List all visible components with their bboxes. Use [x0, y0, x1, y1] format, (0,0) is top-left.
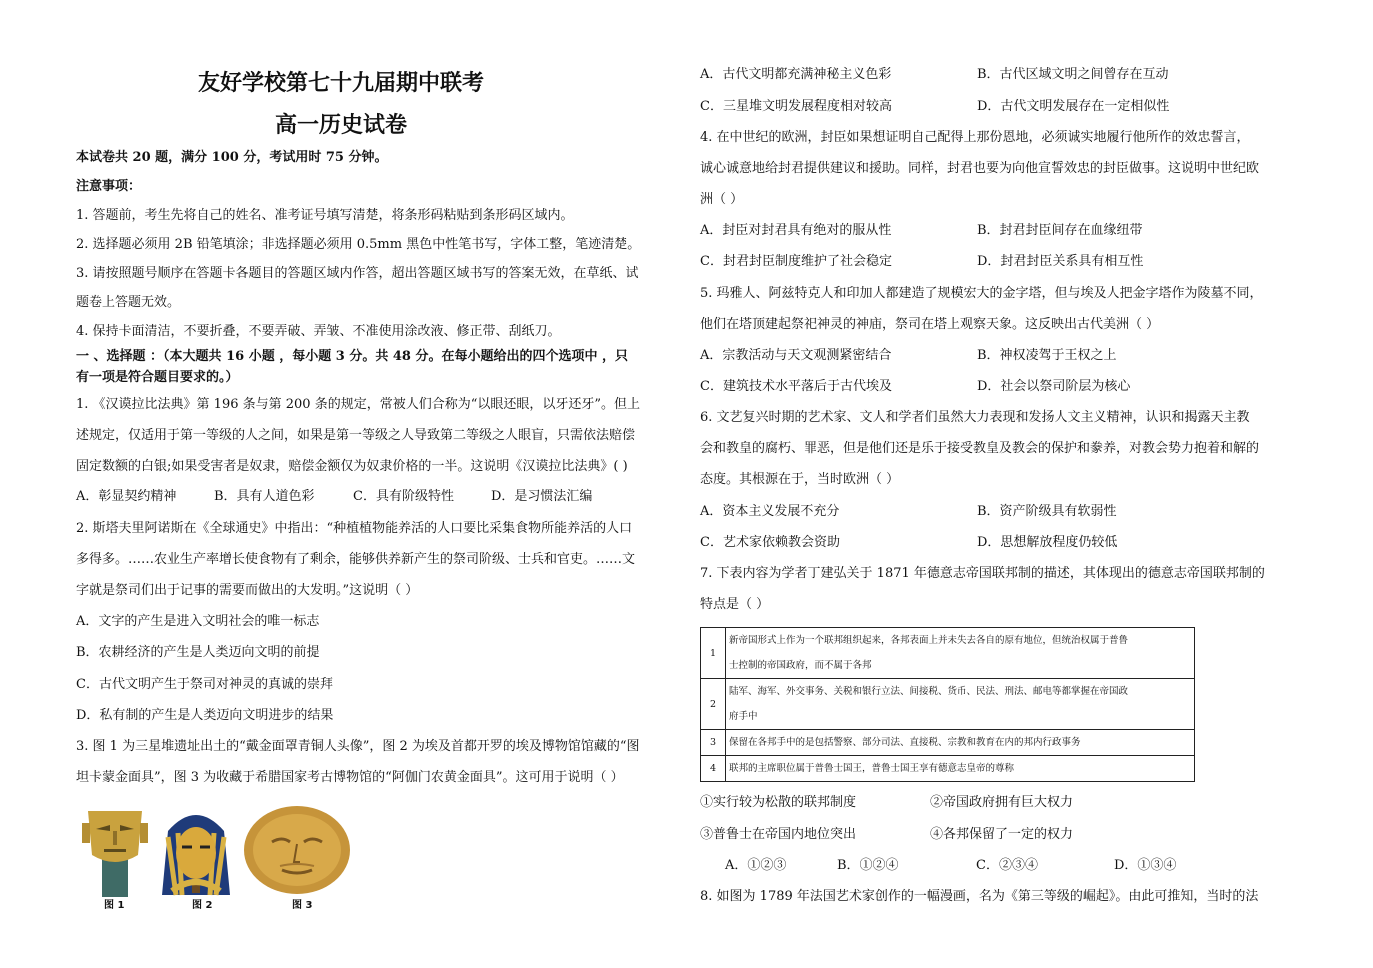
question-8-text: 8. 如图为 1789 年法国艺术家创作的一幅漫画，名为《第三等级的崛起》。由此可推知，当时的法: [700, 889, 1259, 904]
federalism-table: [700, 627, 1195, 782]
table-cell-line: 新帝国形式上作为一个联邦组织起来，各邦表面上并未失去各自的原有地位，但统治权属于普鲁: [729, 635, 1129, 646]
table-row: [701, 730, 1195, 756]
question-4-text: 4. 在中世纪的欧洲，封臣如果想证明自己配得上那份恩地，必须诚实地履行他所作的效忠誓言，: [700, 130, 1250, 145]
q6-option-c: C．艺术家依赖教会资助: [700, 535, 840, 550]
section-heading: 一 、选择题 ：（本大题共 16 小题 ，每小题 3 分。共 48 分。在每小题给出的四个选项中 ，只: [76, 349, 628, 364]
question-1-text: 固定数额的白银;如果受害者是奴隶，赔偿金额仅为奴隶价格的一半。这说明《汉谟拉比法典》( ): [76, 459, 628, 474]
table-cell: [726, 730, 1195, 756]
q7-option-c: C．②③④: [976, 858, 1038, 873]
q3-option-a: A．古代文明都充满神秘主义色彩: [700, 67, 892, 82]
question-2-text: 多得多。……农业生产率增长使食物有了剩余，能够供养新产生的祭司阶级、士兵和官吏。……文: [76, 552, 636, 567]
q5-option-a: A．宗教活动与天文观测紧密结合: [700, 348, 892, 363]
question-2-text: 字就是祭司们出于记事的需要而做出的大发明。”这说明（ ）: [76, 583, 419, 598]
q6-option-d: D．思想解放程度仍较低: [977, 535, 1118, 550]
table-row-number: 4: [701, 756, 726, 782]
tutankhamun-mask-figure: [152, 803, 240, 899]
question-5-text: 他们在塔顶建起祭祀神灵的神庙，祭司在塔上观察天象。这反映出古代美洲（ ）: [700, 317, 1160, 332]
table-cell-line: 府手中: [729, 711, 758, 722]
agamemnon-mask-figure: [242, 804, 352, 896]
q7-statement-3: ③普鲁士在帝国内地位突出: [700, 827, 857, 842]
q7-statement-4: ④各邦保留了一定的权力: [930, 827, 1074, 842]
table-cell-line: 联邦的主席职位属于普鲁士国王，普鲁士国王享有德意志皇帝的尊称: [729, 763, 1015, 774]
question-6-text: 态度。其根源在于，当时欧洲（ ）: [700, 472, 900, 487]
q2-option-a: A．文字的产生是进入文明社会的唯一标志: [76, 614, 320, 629]
q4-option-d: D．封君封臣关系具有相互性: [977, 254, 1144, 269]
table-cell-line: 陆军、海军、外交事务、关税和银行立法、间接税、货币、民法、刑法、邮电等都掌握在帝国政: [729, 686, 1129, 697]
q5-option-b: B．神权凌驾于王权之上: [977, 348, 1117, 363]
table-cell-line: 士控制的帝国政府，而不属于各邦: [729, 660, 872, 671]
question-6-text: 6. 文艺复兴时期的艺术家、文人和学者们虽然大力表现和发扬人文主义精神，认识和揭露天主教: [700, 410, 1250, 425]
q2-option-c: C．古代文明产生于祭司对神灵的真诚的崇拜: [76, 677, 333, 692]
note-item: 2. 选择题必须用 2B 铅笔填涂；非选择题必须用 0.5mm 黑色中性笔书写，字体工整，笔迹清楚。: [76, 237, 641, 252]
q3-option-c: C．三星堆文明发展程度相对较高: [700, 99, 892, 114]
table-row-number: 2: [701, 679, 726, 730]
notes-heading: 注意事项：: [76, 179, 142, 194]
question-6-text: 会和教皇的腐朽、罪恶，但是他们还是乐于接受教皇及教会的保护和豢养，对教会势力抱着和解的: [700, 441, 1260, 456]
bronze-head-figure: [80, 803, 150, 899]
question-1-text: 1. 《汉谟拉比法典》第 196 条与第 200 条的规定，常被人们合称为“以眼还眼，以牙还牙”。但上: [76, 397, 640, 412]
question-7-text: 特点是（ ）: [700, 597, 770, 612]
q3-option-d: D．古代文明发展存在一定相似性: [977, 99, 1170, 114]
q1-option-a: A．彰显契约精神: [76, 489, 177, 504]
note-item: 4. 保持卡面清洁，不要折叠，不要弄破、弄皱、不准使用涂改液、修正带、刮纸刀。: [76, 324, 561, 339]
q7-statement-2: ②帝国政府拥有巨大权力: [930, 795, 1074, 810]
figure-2-caption: 图 2: [192, 900, 213, 911]
table-row: [701, 628, 1195, 679]
q5-option-d: D．社会以祭司阶层为核心: [977, 379, 1131, 394]
question-4-text: 诚心诚意地给封君提供建议和援助。同样，封君也要为向他宣誓效忠的封臣做事。这说明中世纪欧: [700, 161, 1260, 176]
table-row-number: 1: [701, 628, 726, 679]
figure-3-caption: 图 3: [292, 900, 313, 911]
table-cell: [726, 756, 1195, 782]
exam-summary: 本试卷共 20 题，满分 100 分，考试用时 75 分钟。: [76, 150, 388, 165]
note-item: 1. 答题前，考生先将自己的姓名、准考证号填写清楚，将条形码粘贴到条形码区域内。: [76, 208, 574, 223]
q1-option-c: C．具有阶级特性: [353, 489, 454, 504]
question-2-text: 2. 斯塔夫里阿诺斯在《全球通史》中指出：“种植植物能养活的人口要比采集食物所能养活的人口: [76, 521, 633, 536]
question-5-text: 5. 玛雅人、阿兹特克人和印加人都建造了规模宏大的金字塔，但与埃及人把金字塔作为陵墓不同，: [700, 286, 1263, 301]
table-cell: [726, 628, 1195, 679]
q1-option-d: D．是习惯法汇编: [491, 489, 593, 504]
q5-option-c: C．建筑技术水平落后于古代埃及: [700, 379, 892, 394]
question-3-text: 3. 图 1 为三星堆遗址出土的“戴金面罩青铜人头像”，图 2 为埃及首都开罗的埃及博物馆馆藏的“图: [76, 739, 640, 754]
q4-option-b: B．封君封臣间存在血缘纽带: [977, 223, 1143, 238]
q2-option-b: B．农耕经济的产生是人类迈向文明的前提: [76, 645, 320, 660]
q6-option-a: A．资本主义发展不充分: [700, 504, 840, 519]
q6-option-b: B．资产阶级具有软弱性: [977, 504, 1117, 519]
q4-option-c: C．封君封臣制度维护了社会稳定: [700, 254, 892, 269]
question-1-text: 述规定，仅适用于第一等级的人之间，如果是第一等级之人导致第二等级之人眼盲，只需依法赔偿: [76, 428, 636, 443]
table-row: [701, 756, 1195, 782]
table-cell: [726, 679, 1195, 730]
q1-option-b: B．具有人道色彩: [214, 489, 315, 504]
figure-1-caption: 图 1: [104, 900, 125, 911]
q2-option-d: D．私有制的产生是人类迈向文明进步的结果: [76, 708, 334, 723]
q7-option-a: A．①②③: [725, 858, 787, 873]
note-item: 题卷上答题无效。: [76, 295, 181, 310]
question-3-text: 坦卡蒙金面具”，图 3 为收藏于希腊国家考古博物馆的“阿伽门农黄金面具”。这可用于说明（ ）: [76, 770, 624, 785]
q3-option-b: B．古代区域文明之间曾存在互动: [977, 67, 1169, 82]
question-4-text: 洲（ ）: [700, 192, 744, 207]
school-title: 友好学校第七十九届期中联考: [197, 70, 484, 96]
note-item: 3. 请按照题号顺序在答题卡各题目的答题区域内作答，超出答题区域书写的答案无效，在草纸、试: [76, 266, 639, 281]
table-row: [701, 679, 1195, 730]
table-cell-line: 保留在各邦手中的是包括警察、部分司法、直接税、宗教和教育在内的邦内行政事务: [729, 737, 1081, 748]
q4-option-a: A．封臣对封君具有绝对的服从性: [700, 223, 892, 238]
q7-option-b: B．①②④: [837, 858, 899, 873]
q7-statement-1: ①实行较为松散的联邦制度: [700, 795, 857, 810]
subject-title: 高一历史试卷: [274, 112, 407, 138]
question-7-text: 7. 下表内容为学者丁建弘关于 1871 年德意志帝国联邦制的描述，其体现出的德意志帝国联邦制的: [700, 566, 1265, 581]
section-heading: 有一项是符合题目要求的。）: [76, 370, 239, 385]
table-row-number: 3: [701, 730, 726, 756]
q7-option-d: D．①③④: [1114, 858, 1177, 873]
